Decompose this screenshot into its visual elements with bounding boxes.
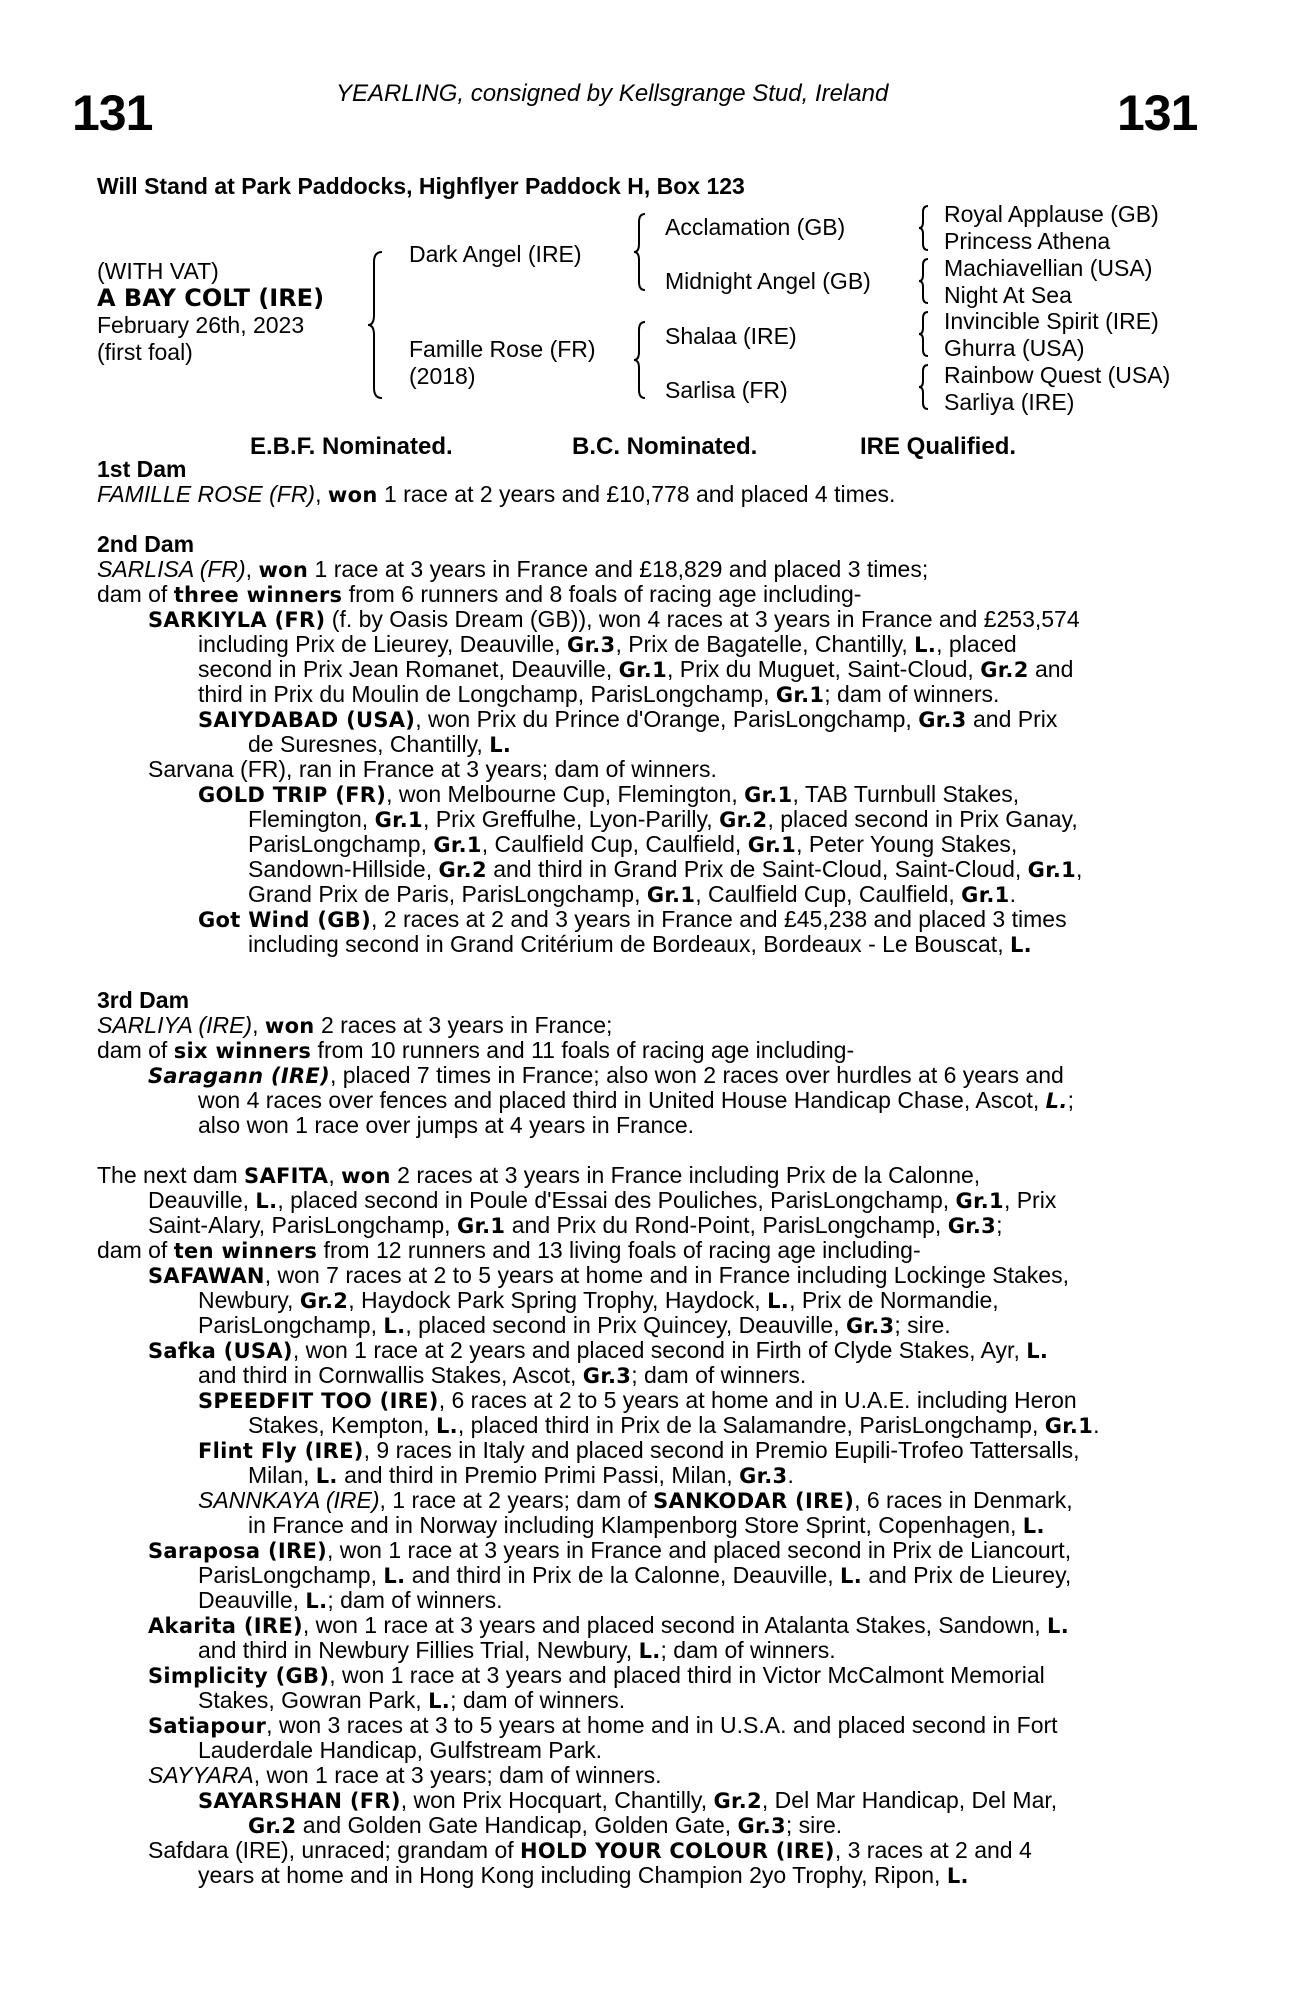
sire: Dark Angel (IRE) xyxy=(409,241,582,267)
grandparent-3: Machiavellian (USA) xyxy=(944,255,1153,281)
text-line: Satiapour, won 3 races at 3 to 5 years at home and in U.S.A. and placed second in Fort xyxy=(148,1712,1058,1738)
grandparent-2: Princess Athena xyxy=(944,228,1111,254)
text-line: Flemington, Gr.1, Prix Greffulhe, Lyon-Parilly, Gr.2, placed second in Prix Ganay, xyxy=(248,806,1078,832)
text-line: in France and in Norway including Klampenborg Store Sprint, Copenhagen, L. xyxy=(248,1512,1045,1538)
text-line: SPEEDFIT TOO (IRE), 6 races at 2 to 5 years at home and in U.A.E. including Heron xyxy=(198,1387,1077,1413)
sire-sire: Acclamation (GB) xyxy=(665,214,846,240)
text-line: Stakes, Gowran Park, L.; dam of winners. xyxy=(198,1687,626,1713)
pedigree-brace-g4 xyxy=(918,363,932,411)
text-line: second in Prix Jean Romanet, Deauville, Gr.1, Prix du Muguet, Saint-Cloud, Gr.2 and xyxy=(198,656,1074,682)
text-line: Saraposa (IRE), won 1 race at 3 years in France and placed second in Prix de Liancourt, xyxy=(148,1537,1072,1563)
lot-number-right: 131 xyxy=(1117,85,1198,141)
pedigree-brace-sire xyxy=(633,212,649,292)
text-line: SAFAWAN, won 7 races at 2 to 5 years at home and in France including Lockinge Stakes, xyxy=(148,1262,1069,1288)
text-line: SAIYDABAD (USA), won Prix du Prince d'Orange, ParisLongchamp, Gr.3 and Prix xyxy=(198,706,1058,732)
text-line: SAYARSHAN (FR), won Prix Hocquart, Chantilly, Gr.2, Del Mar Handicap, Del Mar, xyxy=(198,1787,1058,1813)
text-line: The next dam SAFITA, won 2 races at 3 years in France including Prix de la Calonne, xyxy=(97,1162,981,1188)
grandparent-7: Rainbow Quest (USA) xyxy=(944,362,1171,388)
text-line: de Suresnes, Chantilly, L. xyxy=(248,731,512,757)
text-line: third in Prix du Moulin de Longchamp, ParisLongchamp, Gr.1; dam of winners. xyxy=(198,681,1000,707)
text-line: SARLISA (FR), won 1 race at 3 years in France and £18,829 and placed 3 times; xyxy=(97,556,929,582)
first-dam-heading: 1st Dam xyxy=(97,456,187,482)
text-line: SARKIYLA (FR) (f. by Oasis Dream (GB)), won 4 races at 3 years in France and £253,574 xyxy=(148,606,1080,632)
foaling-date: February 26th, 2023 xyxy=(97,312,305,338)
text-line: ParisLongchamp, L., placed second in Prix Quincey, Deauville, Gr.3; sire. xyxy=(198,1312,951,1338)
text-line: and third in Newbury Fillies Trial, Newbury, L.; dam of winners. xyxy=(198,1637,836,1663)
third-dam-heading: 3rd Dam xyxy=(97,987,190,1013)
text-line: Flint Fly (IRE), 9 races in Italy and placed second in Premio Eupili-Trofeo Tattersalls, xyxy=(198,1437,1080,1463)
text-line: Akarita (IRE), won 1 race at 3 years and placed second in Atalanta Stakes, Sandown, L. xyxy=(148,1612,1070,1638)
grandparent-5: Invincible Spirit (IRE) xyxy=(944,308,1159,334)
lot-number-left: 131 xyxy=(72,85,153,141)
text-line: Saint-Alary, ParisLongchamp, Gr.1 and Prix du Rond-Point, ParisLongchamp, Gr.3; xyxy=(148,1212,1003,1238)
horse-name: A BAY COLT (IRE) xyxy=(97,284,325,312)
pedigree-brace-g1 xyxy=(918,204,932,252)
text-line: ParisLongchamp, L. and third in Prix de la Calonne, Deauville, L. and Prix de Lieurey, xyxy=(198,1562,1072,1588)
text-line: dam of three winners from 6 runners and 8 foals of racing age including- xyxy=(97,581,862,607)
text-line: SANNKAYA (IRE), 1 race at 2 years; dam of SANKODAR (IRE), 6 races in Denmark, xyxy=(198,1487,1073,1513)
foal-note: (first foal) xyxy=(97,339,193,365)
text-line: Safka (USA), won 1 race at 2 years and placed second in Firth of Clyde Stakes, Ayr, L. xyxy=(148,1337,1049,1363)
text-line: including Prix de Lieurey, Deauville, Gr.3, Prix de Bagatelle, Chantilly, L., placed xyxy=(198,631,1017,657)
text-line: Stakes, Kempton, L., placed third in Prix de la Salamandre, ParisLongchamp, Gr.1. xyxy=(248,1412,1100,1438)
pedigree-brace-g2 xyxy=(918,257,932,305)
text-line: Milan, L. and third in Premio Primi Passi, Milan, Gr.3. xyxy=(248,1462,794,1488)
stand-location: Will Stand at Park Paddocks, Highflyer Paddock H, Box 123 xyxy=(97,173,745,199)
text-line: including second in Grand Critérium de Bordeaux, Bordeaux - Le Bouscat, L. xyxy=(248,931,1032,957)
text-line: ParisLongchamp, Gr.1, Caulfield Cup, Caulfield, Gr.1, Peter Young Stakes, xyxy=(248,831,1018,857)
nomination-ire: IRE Qualified. xyxy=(860,433,1017,460)
text-line: years at home and in Hong Kong including Champion 2yo Trophy, Ripon, L. xyxy=(198,1862,969,1888)
pedigree-brace-dam xyxy=(633,320,649,400)
pedigree-brace-main xyxy=(368,250,388,400)
text-line: also won 1 race over jumps at 4 years in France. xyxy=(198,1112,695,1138)
text-line: Grand Prix de Paris, ParisLongchamp, Gr.1, Caulfield Cup, Caulfield, Gr.1. xyxy=(248,881,1016,907)
text-line: won 4 races over fences and placed third in United House Handicap Chase, Ascot, L.; xyxy=(198,1087,1075,1113)
grandparent-8: Sarliya (IRE) xyxy=(944,389,1075,415)
text-line: Deauville, L., placed second in Poule d'Essai des Pouliches, ParisLongchamp, Gr.1, Prix xyxy=(148,1187,1057,1213)
text-line: FAMILLE ROSE (FR), won 1 race at 2 years and £10,778 and placed 4 times. xyxy=(97,481,896,507)
dam: Famille Rose (FR) xyxy=(409,336,596,362)
text-line: Simplicity (GB), won 1 race at 3 years and placed third in Victor McCalmont Memorial xyxy=(148,1662,1045,1688)
vat-note: (WITH VAT) xyxy=(97,258,219,284)
text-line: and third in Cornwallis Stakes, Ascot, Gr.3; dam of winners. xyxy=(198,1362,807,1388)
text-line: Saragann (IRE), placed 7 times in France; also won 2 races over hurdles at 6 years and xyxy=(148,1062,1064,1088)
grandparent-6: Ghurra (USA) xyxy=(944,335,1085,361)
text-line: Lauderdale Handicap, Gulfstream Park. xyxy=(198,1737,602,1763)
grandparent-4: Night At Sea xyxy=(944,282,1072,308)
text-line: dam of six winners from 10 runners and 11 foals of racing age including- xyxy=(97,1037,855,1063)
pedigree-brace-g3 xyxy=(918,310,932,358)
text-line: SAYYARA, won 1 race at 3 years; dam of winners. xyxy=(148,1762,662,1788)
text-line: GOLD TRIP (FR), won Melbourne Cup, Flemington, Gr.1, TAB Turnbull Stakes, xyxy=(198,781,1020,807)
text-line: Newbury, Gr.2, Haydock Park Spring Trophy, Haydock, L., Prix de Normandie, xyxy=(198,1287,999,1313)
text-line: SARLIYA (IRE), won 2 races at 3 years in France; xyxy=(97,1012,613,1038)
sire-dam: Midnight Angel (GB) xyxy=(665,268,871,294)
text-line: dam of ten winners from 12 runners and 13 living foals of racing age including- xyxy=(97,1237,921,1263)
text-line: Got Wind (GB), 2 races at 2 and 3 years in France and £45,238 and placed 3 times xyxy=(198,906,1067,932)
text-line: Sarvana (FR), ran in France at 3 years; dam of winners. xyxy=(148,756,717,782)
nomination-bc: B.C. Nominated. xyxy=(572,433,758,460)
dam-sire: Shalaa (IRE) xyxy=(665,323,797,349)
second-dam-heading: 2nd Dam xyxy=(97,531,195,557)
grandparent-1: Royal Applause (GB) xyxy=(944,201,1159,227)
text-line: Sandown-Hillside, Gr.2 and third in Grand Prix de Saint-Cloud, Saint-Cloud, Gr.1, xyxy=(248,856,1083,882)
dam-year: (2018) xyxy=(409,363,476,389)
text-line: Deauville, L.; dam of winners. xyxy=(198,1587,503,1613)
nomination-ebf: E.B.F. Nominated. xyxy=(250,433,453,460)
consignment-line: YEARLING, consigned by Kellsgrange Stud, Ireland xyxy=(336,80,889,107)
text-line: Safdara (IRE), unraced; grandam of HOLD YOUR COLOUR (IRE), 3 races at 2 and 4 xyxy=(148,1837,1032,1863)
dam-dam: Sarlisa (FR) xyxy=(665,377,788,403)
text-line: Gr.2 and Golden Gate Handicap, Golden Gate, Gr.3; sire. xyxy=(248,1812,843,1838)
